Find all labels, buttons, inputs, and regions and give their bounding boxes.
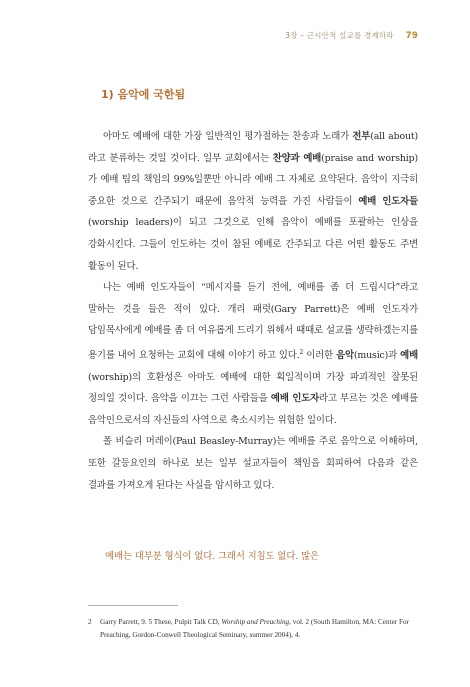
- block-quote: 예배는 대부분 형식이 없다. 그래서 지침도 없다. 많은: [105, 551, 320, 562]
- text-run: (music)과: [353, 350, 401, 362]
- paragraph-1: [88, 126, 418, 277]
- emphasis: 전부: [352, 131, 371, 142]
- text-run: (worship)의 호환성은 아마도 예배에 대한 획일적이며 가장 파괴적인 잘못된 정의일 것이다. 음악을 이끄는 그런 사람들을: [88, 371, 418, 405]
- text-run: , vol. 2 (South Hamilton, MA: Center For Preaching, Gordon-Conwell Theological Seminary, summer 2004), 4.: [100, 618, 409, 639]
- text-run: 아마도 예배에 대한 가장 일반적인 평가절하는 찬송과 노래가: [103, 131, 353, 142]
- text-run: 라고 부르는 것은 예배를 음악인으로서의 자신들의 사역으로 축소시키는 위험한 일이다.: [88, 393, 418, 426]
- text-run: Garry Parrett, 9. 5 These, Pulpit Talk CD,: [100, 618, 222, 626]
- footnote-divider: [88, 605, 178, 606]
- page-number: 79: [405, 31, 418, 41]
- emphasis: 찬양과 예배: [272, 152, 322, 164]
- paragraph-2: [88, 277, 418, 431]
- book-title: Worship and Preaching: [221, 618, 290, 626]
- footnote-ref: 2: [299, 348, 304, 356]
- emphasis: 예배 인도자들: [358, 195, 418, 207]
- footnote: [88, 616, 423, 642]
- running-header: [285, 30, 418, 41]
- text-run: (praise and worship)가 예배 팀의 책임의 99%일뿐만 아니라 예배 그 자체로 요약된다. 음악이 지극히 중요한 것으로 간주되기 때문에 음악적 능력을 가진 사람들이: [88, 152, 419, 207]
- emphasis: 예배 인도자: [270, 393, 320, 405]
- footnote-number: 2: [88, 618, 92, 626]
- text-run: (all about)라고 분류하는 것일 것이다. 일부 교회에서는: [88, 131, 418, 164]
- emphasis: 예배: [400, 350, 418, 362]
- paragraph-3: 폴 비슬리 머레이(Paul Beasley-Murray)는 예배를 주로 음악으로 이해하며, 또한 갈등요인의 하나로 보는 일부 설교자들이 책임을 회피하여 다음과 같은 결과를 가져오게 된다는 사실을 암시하고 있다.: [88, 436, 418, 491]
- section-title: 1) 음악에 국한됨: [101, 88, 186, 101]
- text-run: (worship leaders)이 되고 그것으로 인해 음악이 예배를 포괄하는 인상을 강화시킨다. 그들이 인도하는 것이 참된 예배로 간주되고 다른 어떤 활동도 주변 활동이 된다.: [88, 217, 418, 272]
- chapter-title: 3장 – 근시안적 설교를 경계하라: [285, 31, 394, 40]
- text-run: 나는 예배 인도자들이 “메시지를 듣기 전에, 예배를 좀 더 드립시다”라고 말하는 것을 들은 적이 있다. 개리 패럿(Gary Parrett)은 예배 인도자가 담임목사에게 예배를 좀 더 여유롭게 드리기 위해서 때때로 설교를 생략하겠는지를 용기를 내어 요청하는 교회에 대해 이야기 하고 있다.: [88, 282, 418, 362]
- body-text: [88, 126, 418, 496]
- emphasis: 음악: [336, 350, 354, 362]
- text-run: 이러한: [303, 350, 337, 362]
- footnote-text: [100, 616, 423, 642]
